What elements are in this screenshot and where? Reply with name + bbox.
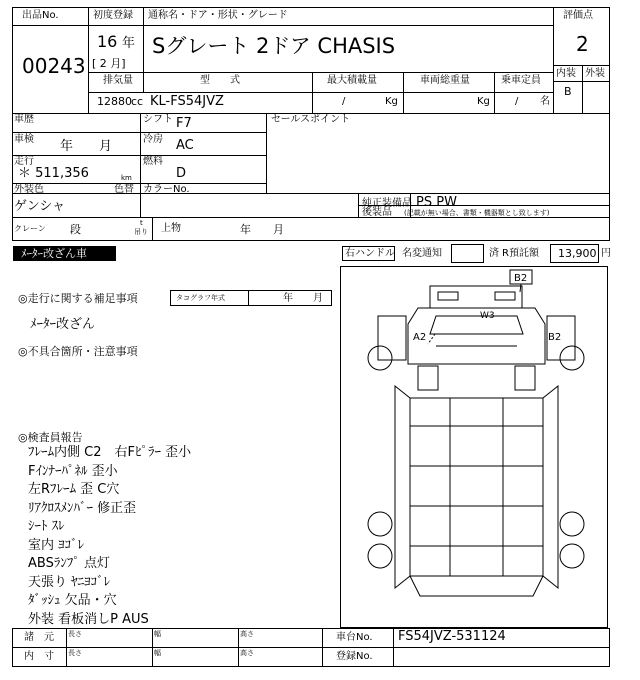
report-line: 室内 ﾖｺﾞﾚ (28, 537, 85, 553)
capacity-label: 乗車定員 (501, 75, 541, 86)
cab-roof (430, 286, 522, 308)
divider (143, 7, 144, 92)
sales-point-label: セールスポイント (271, 114, 351, 125)
reg-year-unit: 年 (122, 36, 136, 51)
model-name-label: 通称名・ドア・形状・グレード (148, 10, 288, 21)
divider (322, 628, 323, 667)
divider (312, 72, 313, 114)
dims-label: 諸 元 (24, 632, 54, 643)
color-label: 外装色 (14, 184, 44, 195)
max-load-value: / (342, 96, 346, 107)
equipment-value: PS PW (416, 195, 457, 210)
max-load-label: 最大積載量 (327, 75, 377, 86)
diagram-mark: B2 (548, 332, 562, 343)
divider (88, 92, 553, 93)
interior-label: 内装 (556, 68, 576, 79)
tachograph-label: タコグラフ年式 (176, 294, 225, 302)
divider (12, 217, 610, 218)
report-line: 外装 看板消しP AUS (28, 611, 149, 627)
diagram-frame (341, 267, 608, 628)
crane-value: 段 (70, 223, 81, 236)
truck-damage-diagram (340, 266, 608, 628)
divider (248, 290, 249, 306)
interior-grade: B (564, 85, 572, 98)
divider (12, 25, 88, 26)
report-line: ｼｰﾄ ｽﾚ (28, 519, 65, 534)
recycle-unit: 円 (601, 248, 611, 259)
type-value: KL-FS54JVZ (150, 94, 224, 109)
width-label-inner: 幅 (154, 649, 161, 657)
divider (66, 628, 67, 667)
frame-left-rail (395, 386, 410, 588)
recycle-prefix: 済 (489, 248, 499, 259)
roof-marker-left (438, 292, 458, 300)
wheel-rear-right-1 (560, 512, 584, 536)
divider (582, 65, 583, 114)
supplement-note: ﾒｰﾀｰ改ざん (30, 317, 96, 332)
ac-value: AC (176, 138, 194, 153)
divider (553, 81, 610, 82)
inner-dims-label: 内 寸 (24, 651, 54, 662)
upper-label: 上物 (161, 223, 181, 234)
tachograph-value: 年 月 (283, 293, 323, 304)
displacement-label: 排気量 (103, 75, 133, 86)
notice-box (451, 244, 484, 263)
report-line: ﾌﾚｰﾑ内側 C2 右Fﾋﾟﾗｰ 歪小 (28, 445, 192, 460)
report-line: ABSﾗﾝﾌﾟ 点灯 (28, 556, 110, 571)
lot-label: 出品No. (22, 10, 59, 21)
report-line: ﾀﾞｯｼｭ 欠品・穴 (28, 593, 117, 608)
equipment-label: 純正装備品 (362, 198, 412, 209)
divider (12, 647, 610, 648)
wheel-rear-right-2 (560, 544, 584, 568)
crane-hanging: 吊り (134, 228, 148, 236)
model-name: Sグレート 2ドア CHASIS (152, 34, 396, 58)
height-label: 高さ (240, 630, 254, 638)
capacity-unit: 名 (540, 96, 550, 107)
aftermarket-note: (記載が無い場合、書類・機器類とし致します) (404, 209, 550, 217)
divider (12, 193, 610, 194)
mileage-unit: km (121, 174, 132, 182)
step-right (515, 366, 535, 390)
displacement-value: 12880 (97, 95, 132, 108)
capacity-value: / (515, 96, 519, 107)
gross-weight-unit: Kg (477, 96, 490, 107)
diagram-mark: A2 (413, 332, 427, 343)
shift-value: F7 (176, 116, 192, 131)
steering-value: 右ハンドル (345, 248, 395, 259)
report-line: 天張り ﾔﾆﾖｺﾞﾚ (28, 574, 111, 590)
recycle-amount: 13,900 (558, 247, 597, 260)
upper-value: 年 月 (240, 223, 284, 236)
meter-tampered-banner: ﾒｰﾀｰ改ざん車 (13, 246, 116, 261)
divider (88, 72, 553, 73)
step-left (418, 366, 438, 390)
divider (88, 25, 553, 26)
divider (12, 183, 266, 184)
notice-label: 名変通知 (402, 248, 442, 259)
length-label-inner: 長さ (68, 649, 82, 657)
rear-bumper (410, 576, 543, 596)
fuel-value: D (176, 166, 187, 181)
mileage-value: ＊ 511,356 (18, 166, 89, 181)
divider (140, 183, 141, 217)
chassis-label: 車台No. (336, 632, 373, 643)
crane-ton: t (140, 219, 143, 227)
color-value: ゲンシャ (14, 199, 66, 214)
divider (88, 7, 89, 114)
divider (12, 155, 266, 156)
lot-number: 00243 (22, 54, 86, 78)
recycle-label: R預託額 (502, 248, 539, 259)
inspector-report (28, 444, 191, 629)
diagram-mark: W3 (480, 311, 495, 321)
divider (403, 72, 404, 114)
crane-label: クレーン (14, 224, 46, 233)
history-label: 車歴 (14, 114, 34, 125)
exterior-label: 外装 (585, 68, 605, 79)
divider (12, 132, 266, 133)
mark-leader (428, 334, 435, 344)
reg-month: [ 2 月] (92, 57, 126, 70)
height-label-inner: 高さ (240, 649, 254, 657)
divider (140, 113, 141, 193)
length-label: 長さ (68, 630, 82, 638)
diagram-mark: B2 (514, 273, 528, 284)
displacement-unit: cc (131, 95, 144, 108)
reg-year: 16 (97, 32, 118, 51)
ac-label: 冷房 (143, 134, 163, 145)
color-code-label: カラーNo. (143, 184, 190, 195)
frame-right-rail (543, 386, 558, 588)
max-load-unit: Kg (385, 96, 398, 107)
inspector-title: ◎検査員報告 (18, 431, 83, 444)
windshield (430, 316, 523, 334)
type-label: 型 式 (200, 75, 240, 86)
color-change-label: 色替 (114, 184, 134, 195)
reg-label: 初度登録 (93, 10, 133, 21)
aftermarket-label: 後装品 (362, 207, 392, 218)
roof-marker-right (495, 292, 515, 300)
fuel-label: 燃料 (143, 156, 163, 167)
report-line: ﾘｱｸﾛｽﾒﾝﾊﾞｰ 修正歪 (28, 500, 137, 516)
report-line: Fｲﾝﾅｰﾊﾟﾈﾙ 歪小 (28, 463, 118, 479)
divider (152, 217, 153, 241)
inspection-value: 年 月 (60, 139, 113, 154)
divider (266, 113, 267, 193)
divider (238, 628, 239, 667)
mark-leader (520, 284, 521, 292)
shift-label: シフト (143, 114, 173, 125)
wheel-rear-left-1 (368, 512, 392, 536)
left-door (378, 316, 406, 360)
divider (152, 628, 153, 667)
supplement-title: ◎走行に関する補足事項 (18, 292, 138, 305)
mileage-label: 走行 (14, 156, 34, 167)
report-line: 左Rﾌﾚｰﾑ 歪 C穴 (28, 482, 120, 497)
deck-area (410, 398, 543, 576)
chassis-number: FS54JVZ-531124 (398, 629, 506, 644)
wheel-front-right (560, 346, 584, 370)
overall-grade: 2 (576, 32, 589, 56)
wheel-rear-left-2 (368, 544, 392, 568)
width-label: 幅 (154, 630, 161, 638)
wheel-front-left (368, 346, 392, 370)
grade-label: 評価点 (563, 10, 593, 21)
divider (553, 7, 554, 114)
divider (393, 628, 394, 667)
reg-no-label: 登録No. (336, 651, 373, 662)
divider (494, 72, 495, 114)
gross-weight-label: 車両総重量 (420, 75, 470, 86)
defects-title: ◎不具合箇所・注意事項 (18, 345, 138, 358)
inspection-label: 車検 (14, 134, 34, 145)
